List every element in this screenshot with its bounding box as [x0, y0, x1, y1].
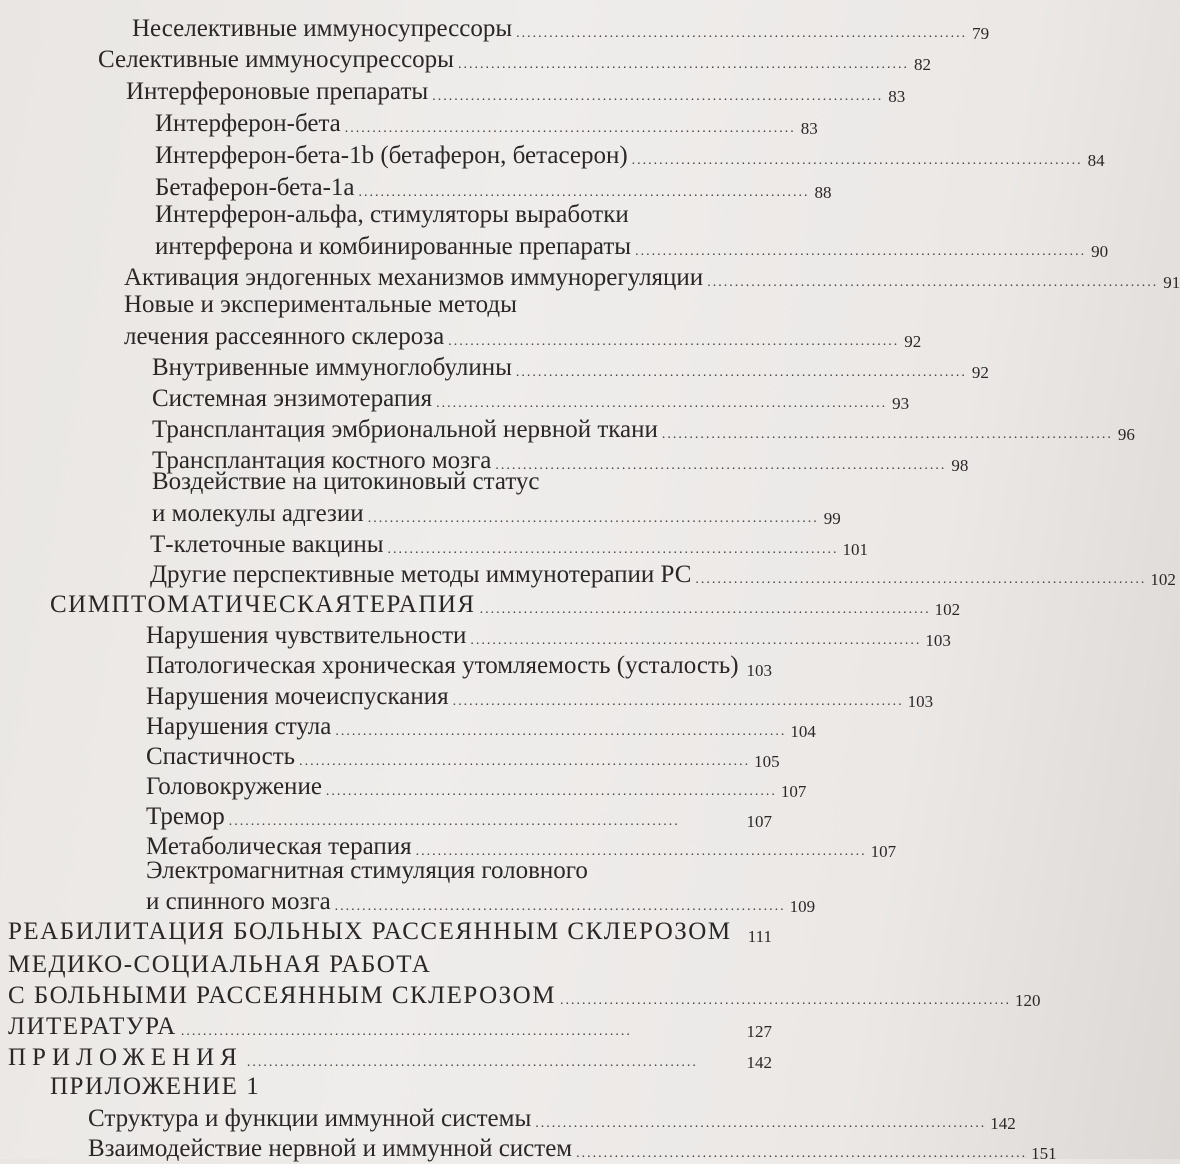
- toc-entry: [98, 45, 931, 75]
- page-number: 96: [1117, 425, 1135, 444]
- page-number: 104: [790, 722, 816, 741]
- toc-entry: [124, 263, 1180, 293]
- entry-title: Трансплантация костного мозга: [152, 447, 492, 474]
- leader-dots: ..................................................................................: [495, 458, 947, 473]
- entry-title: лечения рассеянного склероза: [124, 323, 445, 350]
- page-number: 99: [823, 509, 841, 528]
- toc-entry: [88, 1134, 1057, 1164]
- leader-dots: ..................................................................................: [335, 724, 787, 739]
- entry-title: и молекулы адгезии: [152, 500, 364, 527]
- leader-dots: ..................................................................................: [299, 754, 751, 769]
- leader-dots: ..................................................................................: [661, 427, 1113, 442]
- leader-dots: ..................................................................................: [436, 396, 888, 411]
- entry-title: Спастичность: [146, 743, 296, 770]
- entry-title: ПРИЛОЖЕНИЯ: [8, 1044, 243, 1071]
- page-number: 92: [971, 363, 989, 382]
- entry-title-line1: Воздействие на цитокиновый статус: [152, 468, 540, 495]
- page-number: 142: [746, 1053, 772, 1072]
- toc-entry: [152, 415, 1135, 445]
- page-number: 92: [904, 332, 922, 351]
- entry-title: интерферона и комбинированные препараты: [155, 233, 632, 260]
- entry-title: Неселективные иммуносупрессоры: [132, 15, 513, 42]
- entry-title: Патологическая хроническая утомляемость (усталость): [146, 652, 739, 679]
- entry-title-line1: Электромагнитная стимуляция головного: [146, 857, 588, 884]
- entry-title: Активация эндогенных механизмов иммунорегуляции: [124, 264, 704, 291]
- toc-entry: [155, 173, 832, 203]
- entry-title: Тремор: [146, 803, 225, 830]
- toc-entry: [146, 772, 807, 802]
- leader-dots: ..................................................................................: [246, 1055, 698, 1070]
- leader-dots: ..................................................................................: [367, 511, 819, 526]
- page-number: 142: [990, 1114, 1016, 1133]
- toc-entry: [152, 384, 910, 414]
- page-number: 127: [746, 1022, 772, 1041]
- leader-dots: ..................................................................................: [576, 1146, 1028, 1161]
- leader-dots: ..................................................................................: [470, 633, 922, 648]
- toc-entry-section: [8, 1043, 772, 1073]
- page-number: 88: [814, 183, 832, 202]
- entry-title: Внутривенные иммуноглобулины: [152, 354, 512, 381]
- entry-title: Селективные иммуносупрессоры: [98, 46, 454, 73]
- leader-dots: ..................................................................................: [695, 572, 1147, 587]
- toc-entry: [146, 621, 951, 651]
- toc-entry: [155, 141, 1105, 171]
- page-number: 103: [925, 631, 951, 650]
- page-number: 103: [746, 661, 772, 680]
- entry-title: РЕАБИЛИТАЦИЯ БОЛЬНЫХ РАССЕЯННЫМ СКЛЕРОЗОМ: [8, 918, 732, 945]
- entry-title: Нарушения чувствительности: [146, 622, 467, 649]
- page-number: 90: [1091, 242, 1109, 261]
- entry-title: Т-клеточные вакцины: [150, 531, 384, 558]
- entry-title: Головокружение: [146, 773, 322, 800]
- leader-dots: ..................................................................................: [228, 814, 680, 829]
- leader-dots: ..................................................................................: [344, 121, 796, 136]
- page-number: 107: [780, 782, 807, 801]
- entry-title: и спинного мозга: [146, 888, 331, 915]
- entry-title: СИМПТОМАТИЧЕСКАЯТЕРАПИЯ: [50, 591, 476, 618]
- toc-entry-section: [50, 590, 961, 620]
- toc-entry: [150, 530, 869, 560]
- toc-entry: [150, 560, 1176, 590]
- entry-title: С БОЛЬНЫМИ РАССЕЯННЫМ СКЛЕРОЗОМ: [8, 982, 556, 1009]
- page-number: 111: [747, 927, 772, 946]
- toc-entry-section: [8, 1012, 772, 1042]
- appendix-heading: ПРИЛОЖЕНИЕ 1: [50, 1073, 261, 1100]
- leader-dots: ..................................................................................: [535, 1116, 987, 1131]
- page-number: 91: [1163, 273, 1180, 292]
- page-number: 84: [1087, 151, 1105, 170]
- entry-title-line1: Интерферон-альфа, стимуляторы выработки: [155, 201, 629, 228]
- toc-entry: [152, 353, 989, 383]
- toc-entry: [132, 14, 990, 44]
- toc-entry: [146, 651, 772, 681]
- page-number: 83: [800, 119, 818, 138]
- leader-dots: ..................................................................................: [559, 993, 1011, 1008]
- page-number: 107: [870, 842, 897, 861]
- entry-title: Интерферон-бета: [155, 110, 341, 137]
- leader-dots: ..................................................................................: [432, 89, 884, 104]
- toc-entry: [126, 77, 906, 107]
- page-number: 101: [842, 540, 869, 559]
- leader-dots: ..................................................................................: [635, 244, 1087, 259]
- page-number: 120: [1014, 991, 1041, 1010]
- toc-entry: [152, 499, 841, 529]
- page-number: 82: [913, 55, 931, 74]
- entry-title: Нарушения мочеиспускания: [146, 683, 449, 710]
- leader-dots: ..................................................................................: [457, 57, 909, 72]
- leader-dots: ..................................................................................: [387, 542, 839, 557]
- page-number: 102: [934, 600, 961, 619]
- toc-entry: [146, 887, 816, 917]
- leader-dots: ..................................................................................: [415, 844, 867, 859]
- page-number: 79: [972, 24, 990, 43]
- page-number: 93: [892, 394, 910, 413]
- leader-dots: ..................................................................................: [452, 694, 904, 709]
- toc-entry-section: [8, 981, 1041, 1011]
- page-number: 151: [1031, 1144, 1057, 1163]
- toc-entry: [146, 682, 934, 712]
- entry-title: Метаболическая терапия: [146, 833, 412, 860]
- leader-dots: ..................................................................................: [707, 275, 1159, 290]
- toc-entry: [124, 322, 922, 352]
- leader-dots: ..................................................................................: [448, 334, 900, 349]
- toc-entry: [146, 712, 816, 742]
- entry-title: Структура и функции иммунной системы: [88, 1105, 532, 1132]
- leader-dots: ..................................................................................: [325, 784, 777, 799]
- page-number: 103: [907, 692, 934, 711]
- toc-entry: [146, 802, 772, 832]
- page-number: 109: [789, 897, 816, 916]
- toc-entry: [155, 109, 818, 139]
- entry-title: Бетаферон-бета-1а: [155, 174, 355, 201]
- page-number: 105: [754, 752, 780, 771]
- toc-entry: [155, 232, 1109, 262]
- toc-entry: [88, 1104, 1016, 1134]
- entry-title: Трансплантация эмбриональной нервной ткани: [152, 416, 658, 443]
- entry-title: Интерфероновые препараты: [126, 78, 429, 105]
- leader-dots: [742, 678, 744, 681]
- page-number: 83: [888, 87, 906, 106]
- entry-title: Системная энзимотерапия: [152, 385, 433, 412]
- page-number: 98: [951, 456, 969, 475]
- toc-entry: [146, 742, 780, 772]
- entry-title: Интерферон-бета-1b (бетаферон, бетасерон): [155, 142, 628, 169]
- leader-dots: ..................................................................................: [358, 185, 810, 200]
- entry-title-line1: МЕДИКО-СОЦИАЛЬНАЯ РАБОТА: [8, 951, 432, 978]
- leader-dots: ..................................................................................: [516, 26, 968, 41]
- leader-dots: ..................................................................................: [334, 899, 786, 914]
- entry-title: Нарушения стула: [146, 713, 332, 740]
- entry-title: Взаимодействие нервной и иммунной систем: [88, 1135, 573, 1162]
- entry-title-line1: Новые и экспериментальные методы: [124, 291, 517, 318]
- page-number: 102: [1150, 570, 1176, 589]
- leader-dots: ..................................................................................: [180, 1024, 632, 1039]
- leader-dots: ..................................................................................: [479, 602, 931, 617]
- leader-dots: ..................................................................................: [515, 365, 967, 380]
- leader-dots: [735, 944, 745, 947]
- entry-title: ЛИТЕРАТУРА: [8, 1013, 177, 1040]
- entry-title: Другие перспективные методы иммунотерапии РС: [150, 561, 692, 588]
- page-number: 107: [746, 812, 772, 831]
- leader-dots: ..................................................................................: [631, 153, 1083, 168]
- toc-entry-section: [8, 917, 772, 947]
